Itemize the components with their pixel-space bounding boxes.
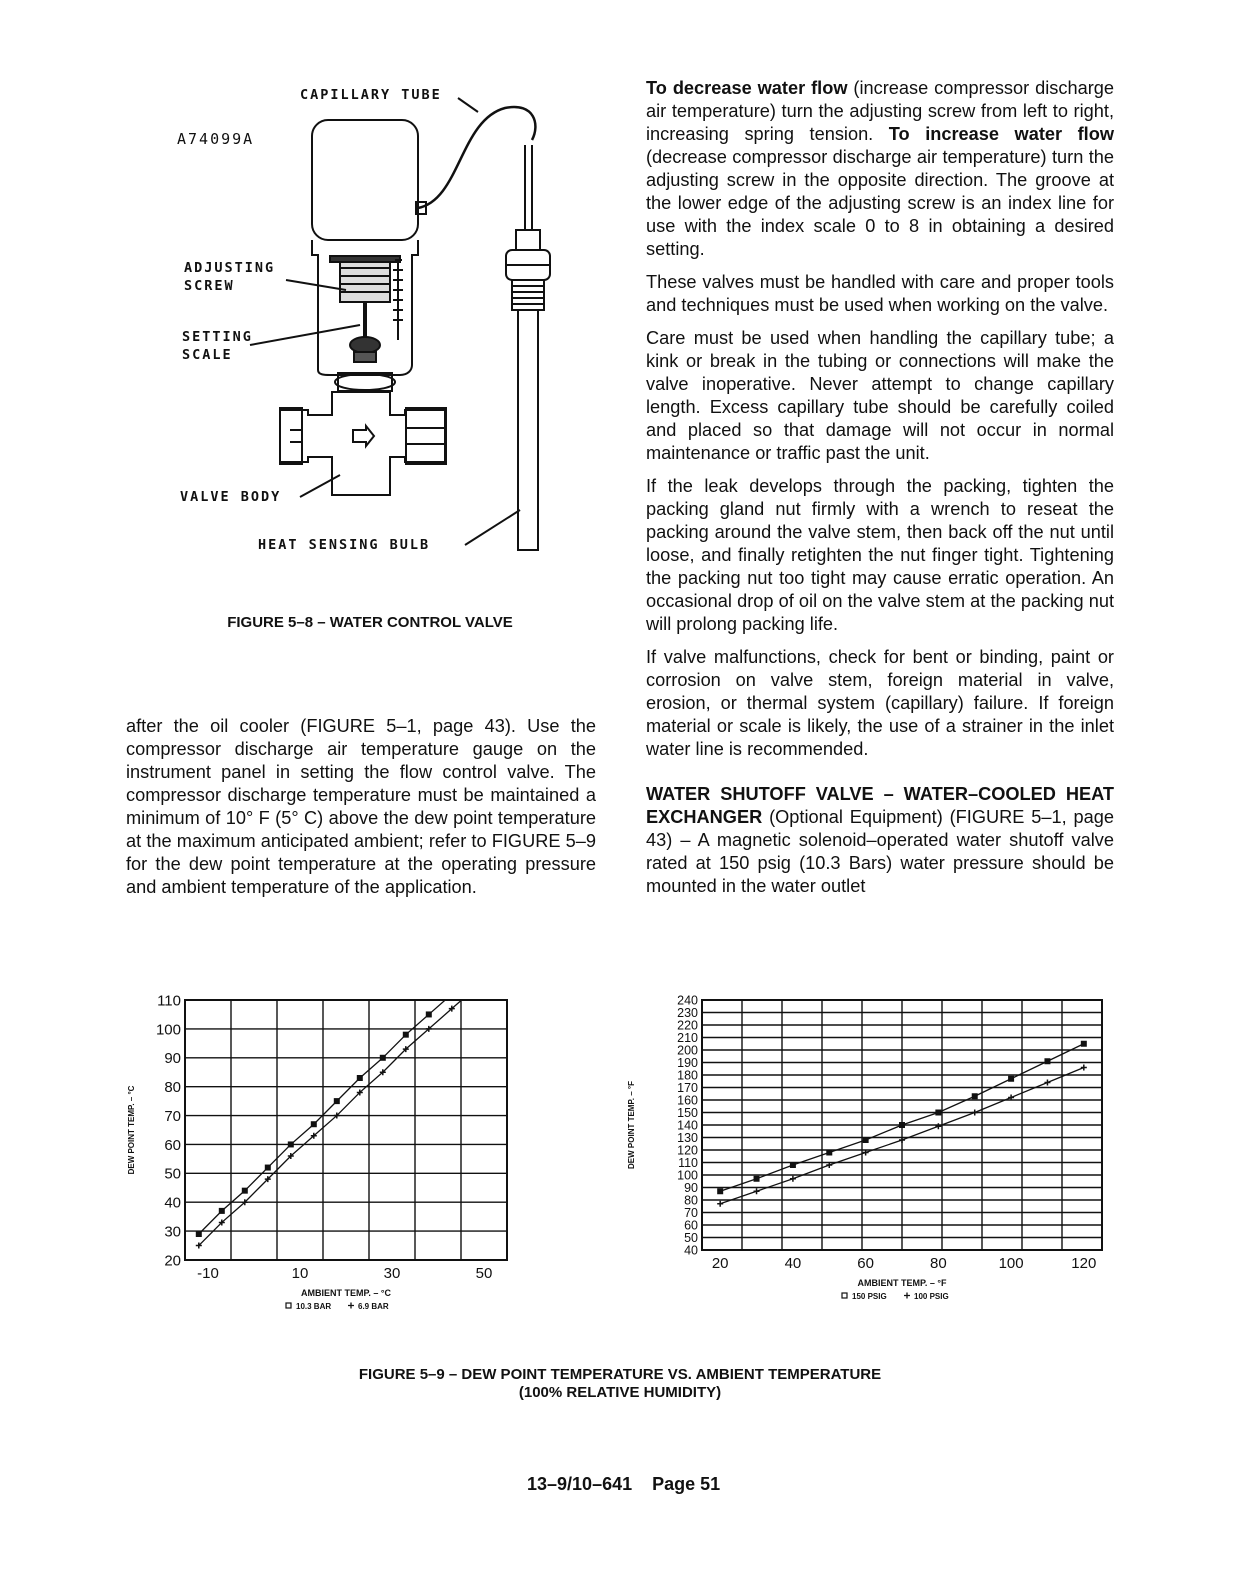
data-point-square (242, 1188, 248, 1194)
series-group (196, 985, 478, 1249)
x-axis-label: AMBIENT TEMP. – °F (857, 1278, 947, 1288)
decrease-flow-heading: To decrease water flow (646, 78, 848, 98)
data-point-square (265, 1165, 271, 1171)
data-point-square (196, 1231, 202, 1237)
y-tick-label: 230 (677, 1006, 698, 1020)
data-point-square (426, 1011, 432, 1017)
y-tick-label: 80 (684, 1193, 698, 1208)
setting-scale-label-1: SETTING (182, 329, 253, 345)
legend-label: 150 PSIG (852, 1292, 887, 1301)
legend-label: 100 PSIG (914, 1292, 949, 1301)
left-column (126, 715, 596, 909)
series-line (199, 985, 475, 1234)
data-point-square (1081, 1041, 1087, 1047)
legend-plus-marker (904, 1293, 910, 1299)
right-paragraph-6 (646, 783, 1114, 898)
y-tick-label: 70 (164, 1107, 181, 1125)
y-tick-label: 100 (677, 1168, 698, 1183)
y-tick-label: 130 (677, 1131, 698, 1145)
y-tick-label: 210 (677, 1031, 698, 1045)
right-paragraph-2: These valves must be handled with care and proper tools and techniques must be used when working on the valve. (646, 272, 1114, 315)
data-point-plus (1044, 1080, 1050, 1086)
y-tick-label: 60 (684, 1218, 698, 1233)
increase-flow-text: (decrease compressor discharge air temperature) turn the adjusting screw in the opposite direction. The groove at the lower edge of the adjusting screw is an index line for use with the index scale 0 to 8 in obtaining a desired setting. (646, 147, 1114, 259)
x-tick-label: -10 (197, 1265, 219, 1282)
x-tick-label: 50 (475, 1265, 493, 1282)
x-tick-label: 120 (1071, 1255, 1097, 1272)
figure-reference-code: A74099A (177, 130, 255, 148)
x-axis-label: AMBIENT TEMP. – °C (301, 1288, 391, 1298)
y-tick-label: 50 (164, 1165, 181, 1183)
capillary-tube-label: CAPILLARY TUBE (300, 87, 442, 103)
right-paragraph-1 (646, 77, 1114, 261)
data-point-square (935, 1110, 941, 1116)
figure-5-9-caption-line-1: FIGURE 5–9 – DEW POINT TEMPERATURE VS. AMBIENT TEMPERATURE (358, 1366, 882, 1383)
y-tick-label: 170 (677, 1081, 698, 1095)
shutoff-valve-text: (Optional Equipment) (FIGURE 5–1, page 43) – A magnetic solenoid–operated water shutoff valve rated at 150 psig (10.3 Bars) water pressure should be mounted in the water outlet (646, 807, 1114, 896)
y-tick-label: 40 (684, 1243, 698, 1258)
data-point-square (1044, 1058, 1050, 1064)
y-tick-label: 90 (164, 1050, 181, 1068)
plot-frame (185, 1000, 507, 1260)
y-tick-label: 40 (164, 1194, 181, 1212)
data-point-square (790, 1162, 796, 1168)
data-point-square (863, 1137, 869, 1143)
data-point-plus (790, 1176, 796, 1182)
y-tick-label: 100 (155, 1021, 181, 1039)
y-tick-label: 150 (677, 1106, 698, 1120)
decrease-flow-text: (increase compressor discharge air temperature) turn the adjusting screw from left to right, increasing spring tension. (646, 78, 1114, 144)
heat-sensing-bulb-label: HEAT SENSING BULB (258, 537, 431, 553)
y-axis-label: DEW POINT TEMP. – °C (127, 1085, 136, 1175)
right-column (646, 77, 1114, 908)
y-tick-label: 20 (164, 1252, 181, 1270)
y-tick-label: 220 (677, 1018, 698, 1033)
y-tick-label: 30 (164, 1223, 181, 1241)
figure-5-9-caption-line-2: (100% RELATIVE HUMIDITY) (518, 1384, 722, 1401)
right-paragraph-3: Care must be used when handling the capillary tube; a kink or break in the tubing or connections will make the valve inoperative. Never attempt to change capillary length. Excess capillary tube should be carefully coiled and placed so that damage will not occur in normal maintenance or traffic past the unit. (646, 328, 1114, 463)
legend (286, 1302, 389, 1311)
data-point-square (334, 1098, 340, 1104)
dew-point-chart-fahrenheit (620, 985, 1120, 1315)
data-point-square (754, 1176, 760, 1182)
y-tick-label: 110 (157, 992, 181, 1010)
x-tick-label: 80 (930, 1255, 947, 1272)
x-tick-label: 40 (784, 1255, 802, 1272)
data-point-square (219, 1208, 225, 1214)
legend-plus-marker (348, 1303, 354, 1309)
adjusting-screw-label-2: SCREW (184, 278, 235, 294)
x-tick-label: 60 (857, 1255, 874, 1272)
document-number: 13–9/10–641 (527, 1474, 633, 1494)
x-tick-label: 100 (998, 1255, 1024, 1272)
right-paragraph-4: If the leak develops through the packing, tighten the packing gland nut firmly with a wrench to reseat the packing around the valve stem, then back off the nut until loose, and finally retighten the nut finger tight. Tightening the packing nut too tight may cause erratic operation. An occasional drop of oil on the valve stem at the packing nut will prolong packing life. (646, 476, 1114, 634)
legend (842, 1292, 949, 1301)
adjusting-screw-label-1: ADJUSTING (184, 260, 276, 276)
y-tick-label: 90 (684, 1181, 698, 1195)
data-point-square (311, 1121, 317, 1127)
legend-label: 10.3 BAR (296, 1302, 332, 1311)
increase-flow-heading: To increase water flow (888, 124, 1114, 144)
legend-square-marker (286, 1303, 291, 1308)
legend-label: 6.9 BAR (358, 1302, 389, 1311)
data-point-square (449, 991, 455, 997)
y-tick-label: 180 (677, 1068, 698, 1083)
right-paragraph-5: If valve malfunctions, check for bent or binding, paint or corrosion on valve stem, foreign material in valve, erosion, or thermal system (capillary) failure. If foreign material or scale is likely, the use of a strainer in the inlet water line is recommended. (646, 647, 1114, 759)
y-tick-label: 70 (684, 1206, 698, 1220)
page-footer (527, 1474, 720, 1495)
data-point-square (1008, 1076, 1014, 1082)
left-paragraph: after the oil cooler (FIGURE 5–1, page 43). Use the compressor discharge air temperature gauge on the instrument panel in setting the flow control valve. The compressor discharge temperature must be maintained a minimum of 10° F (5° C) above the dew point temperature at the maximum anticipated ambient; refer to FIGURE 5–9 for the dew point temperature at the operating pressure and ambient temperature of the application. (126, 716, 596, 897)
y-tick-label: 200 (677, 1043, 698, 1058)
data-point-plus (754, 1188, 760, 1194)
data-point-plus (935, 1123, 941, 1129)
data-point-square (380, 1055, 386, 1061)
data-point-square (972, 1093, 978, 1099)
dew-point-chart-celsius (120, 985, 540, 1315)
legend-square-marker (842, 1293, 847, 1298)
y-tick-label: 240 (677, 993, 698, 1008)
data-point-square (357, 1075, 363, 1081)
y-tick-label: 110 (678, 1156, 698, 1170)
y-tick-label: 160 (677, 1093, 698, 1108)
valve-body-label: VALVE BODY (180, 489, 282, 505)
y-axis-label: DEW POINT TEMP. – °F (627, 1081, 636, 1169)
y-tick-label: 80 (164, 1079, 181, 1097)
shutoff-valve-heading: WATER SHUTOFF VALVE – WATER–COOLED HEAT EXCHANGER (646, 784, 1114, 827)
y-tick-label: 120 (677, 1143, 698, 1158)
setting-scale-label-2: SCALE (182, 347, 233, 363)
figure-5-8-caption: FIGURE 5–8 – WATER CONTROL VALVE (227, 614, 513, 631)
y-tick-label: 50 (684, 1231, 698, 1245)
data-point-plus (1081, 1065, 1087, 1071)
data-point-square (403, 1032, 409, 1038)
x-tick-label: 20 (711, 1255, 729, 1272)
x-tick-label: 10 (291, 1265, 309, 1282)
data-point-square (826, 1150, 832, 1156)
data-point-plus (472, 985, 478, 991)
x-tick-label: 30 (383, 1265, 401, 1282)
y-tick-label: 60 (164, 1136, 181, 1154)
data-point-plus (972, 1110, 978, 1116)
page-number: Page 51 (652, 1474, 721, 1494)
figure-5-8 (160, 70, 580, 590)
data-point-square (899, 1122, 905, 1128)
y-tick-label: 190 (677, 1056, 698, 1070)
y-tick-label: 140 (677, 1118, 698, 1133)
data-point-square (288, 1141, 294, 1147)
data-point-plus (717, 1201, 723, 1207)
data-point-square (717, 1188, 723, 1194)
